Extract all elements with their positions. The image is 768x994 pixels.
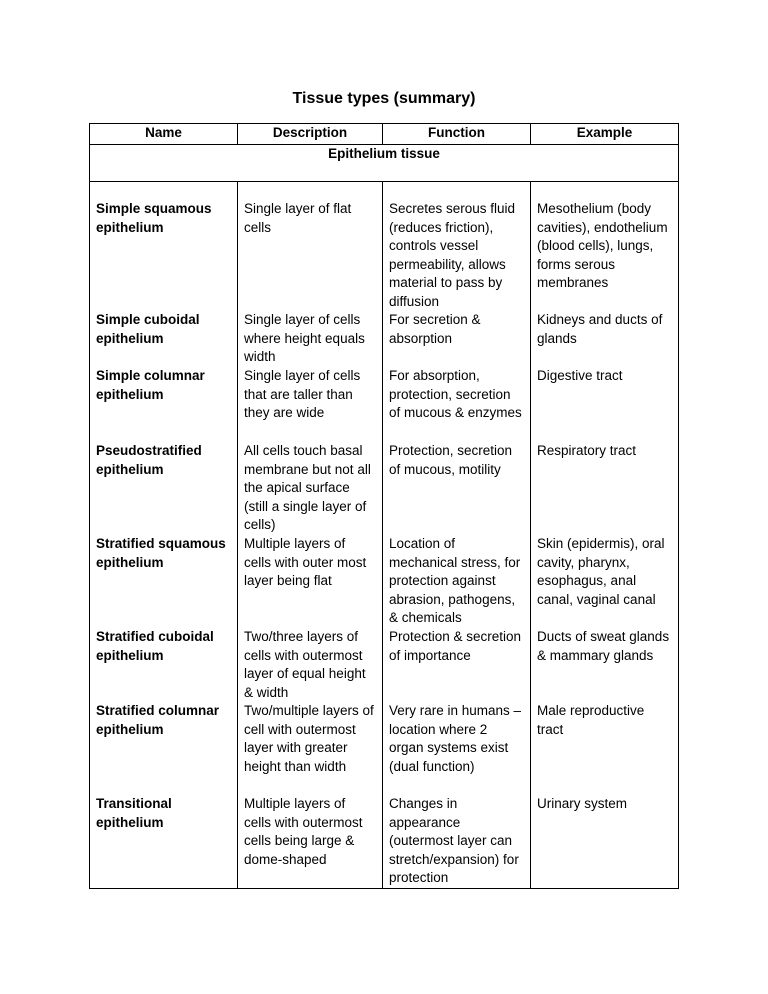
- cell-name: Stratified squamous epithelium: [90, 535, 238, 628]
- cell-function: Protection & secretion of importance: [383, 628, 531, 702]
- cell-function: For secretion & absorption: [383, 311, 531, 367]
- cell-name: Transitional epithelium: [90, 795, 238, 888]
- header-example: Example: [531, 124, 679, 145]
- header-row: [90, 124, 679, 145]
- table-row: [90, 795, 679, 888]
- cell-example: Urinary system: [531, 795, 679, 888]
- cell-description: Two/three layers of cells with outermost layer of equal height & width: [238, 628, 383, 702]
- cell-name: Simple squamous epithelium: [90, 182, 238, 312]
- table-row: [90, 311, 679, 367]
- cell-description: Two/multiple layers of cell with outermost layer with greater height than width: [238, 702, 383, 795]
- section-title: Epithelium tissue: [90, 145, 679, 182]
- cell-name: Pseudostratified epithelium: [90, 442, 238, 535]
- cell-function: Very rare in humans – location where 2 organ systems exist (dual function): [383, 702, 531, 795]
- tissue-table: [89, 123, 679, 889]
- table-row: [90, 182, 679, 312]
- cell-function: Protection, secretion of mucous, motility: [383, 442, 531, 535]
- cell-description: Multiple layers of cells with outer most layer being flat: [238, 535, 383, 628]
- cell-function: Location of mechanical stress, for protection against abrasion, pathogens, & chemicals: [383, 535, 531, 628]
- header-name: Name: [90, 124, 238, 145]
- cell-function: Changes in appearance (outermost layer can stretch/expansion) for protection: [383, 795, 531, 888]
- cell-description: Multiple layers of cells with outermost cells being large & dome-shaped: [238, 795, 383, 888]
- cell-example: Skin (epidermis), oral cavity, pharynx, esophagus, anal canal, vaginal canal: [531, 535, 679, 628]
- cell-example: Mesothelium (body cavities), endothelium (blood cells), lungs, forms serous membranes: [531, 182, 679, 312]
- cell-name: Simple cuboidal epithelium: [90, 311, 238, 367]
- cell-description: Single layer of cells where height equals width: [238, 311, 383, 367]
- cell-example: Kidneys and ducts of glands: [531, 311, 679, 367]
- table-row: [90, 628, 679, 702]
- cell-name: Simple columnar epithelium: [90, 367, 238, 442]
- cell-description: Single layer of cells that are taller than they are wide: [238, 367, 383, 442]
- cell-name: Stratified cuboidal epithelium: [90, 628, 238, 702]
- table-row: [90, 702, 679, 795]
- cell-example: Male reproductive tract: [531, 702, 679, 795]
- cell-example: Respiratory tract: [531, 442, 679, 535]
- header-description: Description: [238, 124, 383, 145]
- cell-function: Secretes serous fluid (reduces friction), controls vessel permeability, allows material to pass by diffusion: [383, 182, 531, 312]
- table-row: [90, 535, 679, 628]
- cell-example: Ducts of sweat glands & mammary glands: [531, 628, 679, 702]
- table-row: [90, 442, 679, 535]
- page-title: Tissue types (summary): [292, 90, 476, 107]
- cell-name: Stratified columnar epithelium: [90, 702, 238, 795]
- cell-description: All cells touch basal membrane but not all the apical surface (still a single layer of cells): [238, 442, 383, 535]
- cell-function: For absorption, protection, secretion of mucous & enzymes: [383, 367, 531, 442]
- table-row: [90, 367, 679, 442]
- header-function: Function: [383, 124, 531, 145]
- cell-example: Digestive tract: [531, 367, 679, 442]
- section-row: [90, 145, 679, 182]
- cell-description: Single layer of flat cells: [238, 182, 383, 312]
